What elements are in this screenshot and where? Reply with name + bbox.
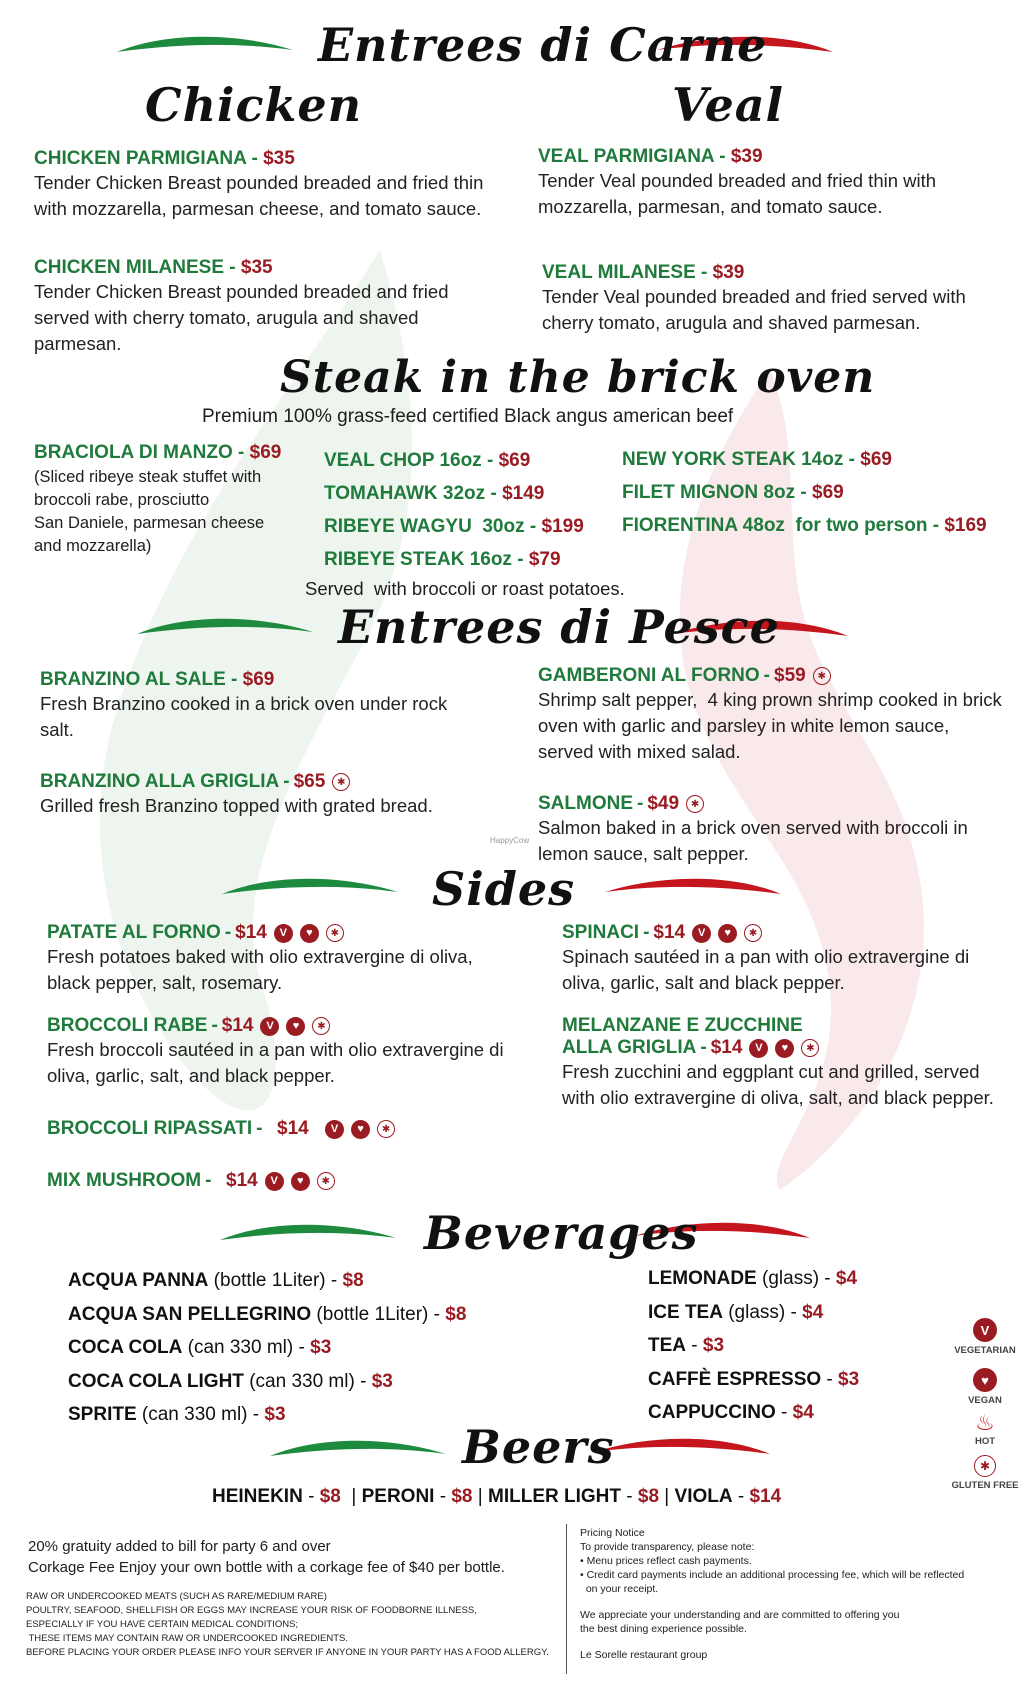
beverage-item: ACQUA SAN PELLEGRINO (bottle 1Liter) - $8 xyxy=(68,1303,467,1325)
section-title-steak: Steak in the brick oven xyxy=(280,352,876,403)
item-price: $69 xyxy=(498,450,531,471)
item-name: CHICKEN PARMIGIANA xyxy=(34,148,247,169)
item-name: TOMAHAWK 32oz xyxy=(324,483,486,504)
footer-notes xyxy=(28,1536,505,1578)
item-description: Fresh zucchini and eggplant cut and grilled, served with olio extravergine di oliva, salt, and black pepper. xyxy=(562,1061,994,1108)
beverage-item: ACQUA PANNA (bottle 1Liter) - $8 xyxy=(68,1270,364,1291)
vegetarian-icon: V xyxy=(265,1172,284,1191)
legend-label-hot: HOT xyxy=(974,1436,996,1447)
green-swoosh xyxy=(115,30,295,60)
item-price: $14 xyxy=(653,922,686,943)
steak-served-note: Served with broccoli or roast potatoes. xyxy=(305,578,625,599)
item-name: FILET MIGNON 8oz xyxy=(622,482,796,503)
menu-item: CHICKEN MILANESE - $35 Tender Chicken Breast pounded breaded and fried served with cherry tomato, arugula and shaved parmesan. xyxy=(34,257,504,357)
gluten-free-icon: ✱ xyxy=(312,1017,330,1035)
pricing-title: Pricing Notice xyxy=(580,1527,645,1539)
warning-line: POULTRY, SEAFOOD, SHELLFISH OR EGGS MAY INCREASE YOUR RISK OF FOODBORNE ILLNESS, xyxy=(26,1605,477,1616)
vegetarian-icon: V xyxy=(692,924,711,943)
footer-divider xyxy=(566,1524,567,1674)
vegan-icon: ♥ xyxy=(973,1368,997,1392)
menu-item: PATATE AL FORNO - $14 V ♥ ✱ Fresh potatoes baked with olio extravergine di oliva, black pepper, salt, rosemary. xyxy=(47,922,517,996)
item-description: Tender Chicken Breast pounded breaded and fried served with cherry tomato, arugula and shaved parmesan. xyxy=(34,281,449,354)
menu-item: BRANZINO ALLA GRIGLIA - $65 ✱ Grilled fresh Branzino topped with grated bread. xyxy=(40,771,500,819)
item-price: $69 xyxy=(249,442,282,463)
beverage-name: CAPPUCCINO xyxy=(648,1402,776,1423)
gluten-free-icon: ✱ xyxy=(332,773,350,791)
appreciation-note: We appreciate your understanding and are committed to offering you xyxy=(580,1609,900,1621)
gratuity-note: 20% gratuity added to bill for party 6 and over xyxy=(28,1538,331,1555)
watermark: HappyCow xyxy=(490,836,530,845)
item-price: $14 xyxy=(226,1170,258,1191)
beers-list: HEINEKIN - $8 | PERONI - $8 | MILLER LIGHT - $8 | VIOLA - $14 xyxy=(212,1486,782,1507)
beer-name: VIOLA xyxy=(674,1486,733,1507)
vegan-icon: ♥ xyxy=(291,1172,310,1191)
menu-item: BRACIOLA DI MANZO - $69 (Sliced ribeye steak stuffet with broccoli rabe, prosciutto San Daniele, parmesan cheese and mozzarella) xyxy=(34,442,314,558)
red-swoosh xyxy=(592,1432,772,1462)
menu-item: MIX MUSHROOM - $14 V ♥ ✱ xyxy=(47,1170,335,1192)
beverage-name: TEA xyxy=(648,1335,686,1356)
item-description-line: (Sliced ribeye steak stuffet with xyxy=(34,468,262,486)
gluten-free-icon: ✱ xyxy=(744,924,762,942)
item-price: $14 xyxy=(277,1118,309,1139)
beverage-price: $3 xyxy=(702,1335,725,1356)
foodborne-warning xyxy=(26,1590,576,1660)
menu-item: MELANZANE E ZUCCHINE ALLA GRIGLIA - $14 V ♥ ✱ Fresh zucchini and eggplant cut and grilled, served with olio extravergine di oliva, salt, and black pepper. xyxy=(562,1015,1002,1111)
beverage-item: COCA COLA LIGHT (can 330 ml) - $3 xyxy=(68,1370,393,1392)
item-price: $69 xyxy=(812,482,844,503)
green-swoosh xyxy=(135,612,315,642)
beverage-size: (can 330 ml) xyxy=(249,1370,355,1392)
legend-label-gluten-free: GLUTEN FREE xyxy=(951,1480,1019,1491)
section-title-sides: Sides xyxy=(432,862,576,916)
beer-name: HEINEKIN xyxy=(212,1486,303,1507)
vegetarian-icon: V xyxy=(749,1039,768,1058)
item-description: Fresh Branzino cooked in a brick oven under rock salt. xyxy=(40,693,448,740)
menu-item: BROCCOLI RIPASSATI - $14 V ♥ ✱ xyxy=(47,1118,395,1140)
warning-line: THESE ITEMS MAY CONTAIN RAW OR UNDERCOOKED INGREDIENTS. xyxy=(26,1633,348,1644)
item-description-line: San Daniele, parmesan cheese xyxy=(34,514,265,532)
item-name: BROCCOLI RIPASSATI xyxy=(47,1118,253,1139)
item-price: $14 xyxy=(221,1015,254,1036)
section-title-beverages: Beverages xyxy=(424,1206,699,1260)
chili-pepper-icon: ♨ xyxy=(975,1410,995,1435)
green-swoosh xyxy=(220,872,400,902)
green-swoosh xyxy=(268,1434,448,1464)
warning-line: ESPECIALLY IF YOU HAVE CERTAIN MEDICAL CONDITIONS; xyxy=(26,1619,299,1630)
corkage-note: Corkage Fee Enjoy your own bottle with a corkage fee of $40 per bottle. xyxy=(28,1559,505,1576)
item-name: BRANZINO ALLA GRIGLIA xyxy=(40,771,280,792)
restaurant-group: Le Sorelle restaurant group xyxy=(580,1649,708,1661)
steak-subtitle: Premium 100% grass-feed certified Black angus american beef xyxy=(202,406,734,427)
item-price: $35 xyxy=(240,257,273,278)
item-price: $199 xyxy=(541,516,584,537)
item-description: Salmon baked in a brick oven served with broccoli in lemon sauce, salt pepper. xyxy=(538,817,968,864)
item-description: Grilled fresh Branzino topped with grated bread. xyxy=(40,795,433,816)
menu-item: SALMONE - $49 ✱ Salmon baked in a brick oven served with broccoli in lemon sauce, salt pepper. xyxy=(538,793,1008,867)
beverage-name: COCA COLA xyxy=(68,1337,183,1358)
vegan-icon: ♥ xyxy=(351,1120,370,1139)
menu-item: BROCCOLI RABE - $14 V ♥ ✱ Fresh broccoli sautéed in a pan with olio extravergine di oliva, garlic, salt, and black pepper. xyxy=(47,1015,537,1089)
item-description-line: broccoli rabe, prosciutto xyxy=(34,491,210,509)
gluten-free-icon: ✱ xyxy=(974,1455,996,1477)
vegetarian-icon: V xyxy=(260,1017,279,1036)
beverage-price: $3 xyxy=(310,1337,332,1358)
item-description-line: and mozzarella) xyxy=(34,537,152,555)
item-description: Shrimp salt pepper, 4 king prown shrimp cooked in brick oven with garlic and parsley in white lemon sauce, served with mixed salad. xyxy=(538,689,1007,762)
legend-label-vegan: VEGAN xyxy=(968,1395,1002,1406)
gluten-free-icon: ✱ xyxy=(377,1120,395,1138)
beverage-price: $4 xyxy=(802,1301,824,1323)
item-name: SALMONE xyxy=(538,793,633,814)
pricing-intro: To provide transparency, please note: xyxy=(580,1541,755,1553)
beverage-price: $3 xyxy=(838,1368,860,1390)
gluten-free-icon: ✱ xyxy=(801,1039,819,1057)
beverage-name: SPRITE xyxy=(68,1404,137,1425)
legend-label-vegetarian: VEGETARIAN xyxy=(954,1345,1016,1356)
item-description: Fresh potatoes baked with olio extravergine di oliva, black pepper, salt, rosemary. xyxy=(47,946,473,993)
beverage-price: $3 xyxy=(264,1404,286,1425)
beverage-item: CAFFÈ ESPRESSO - $3 xyxy=(648,1368,860,1390)
beverage-name: CAFFÈ ESPRESSO xyxy=(648,1368,822,1390)
item-name-line1: MELANZANE E ZUCCHINE xyxy=(562,1015,803,1036)
green-swoosh xyxy=(218,1218,398,1248)
beverage-name: ACQUA PANNA xyxy=(68,1270,209,1291)
item-name: BRANZINO AL SALE xyxy=(40,669,226,690)
pricing-bullet: • Menu prices reflect cash payments. xyxy=(580,1555,752,1567)
veal-title: Veal xyxy=(672,78,785,132)
item-price: $65 xyxy=(293,771,326,792)
item-name: VEAL CHOP 16oz xyxy=(324,450,482,471)
item-description: Tender Chicken Breast pounded breaded and fried thin with mozzarella, parmesan cheese, and tomato sauce. xyxy=(34,172,484,219)
beverage-price: $4 xyxy=(835,1268,858,1289)
red-swoosh xyxy=(603,872,783,902)
beverage-name: LEMONADE xyxy=(648,1268,757,1289)
item-price: $39 xyxy=(730,146,763,167)
item-price: $59 xyxy=(774,665,806,686)
beverage-size: (glass) xyxy=(728,1301,786,1323)
vegan-icon: ♥ xyxy=(718,924,737,943)
vegan-icon: ♥ xyxy=(775,1039,794,1058)
item-name: CHICKEN MILANESE xyxy=(34,257,225,278)
pricing-bullet: on your receipt. xyxy=(580,1583,659,1595)
beverage-size: (bottle 1Liter) xyxy=(316,1303,429,1325)
item-price: $14 xyxy=(235,922,267,943)
beer-price: $14 xyxy=(749,1486,782,1507)
beverage-price: $4 xyxy=(792,1402,814,1423)
item-name: PATATE AL FORNO xyxy=(47,922,221,943)
item-price: $69 xyxy=(860,449,892,470)
section-title-pesce: Entrees di Pesce xyxy=(338,600,780,654)
beverage-size: (bottle 1Liter) xyxy=(213,1270,326,1291)
vegetarian-icon: V xyxy=(274,924,293,943)
beer-price: $8 xyxy=(319,1486,341,1507)
beer-price: $8 xyxy=(451,1486,473,1507)
menu-item: GAMBERONI AL FORNO - $59 ✱ Shrimp salt pepper, 4 king prown shrimp cooked in brick oven with garlic and parsley in white lemon sauce, served with mixed salad. xyxy=(538,665,1008,765)
item-name: RIBEYE STEAK 16oz xyxy=(324,549,512,570)
item-name: BROCCOLI RABE xyxy=(47,1015,208,1036)
beverage-item: COCA COLA (can 330 ml) - $3 xyxy=(68,1337,332,1358)
pricing-notice xyxy=(580,1526,1000,1662)
gluten-free-icon: ✱ xyxy=(326,924,344,942)
menu-item: BRANZINO AL SALE - $69 Fresh Branzino cooked in a brick oven under rock salt. xyxy=(40,669,480,743)
gluten-free-icon: ✱ xyxy=(317,1172,335,1190)
warning-line: BEFORE PLACING YOUR ORDER PLEASE INFO YOUR SERVER IF ANYONE IN YOUR PARTY HAS A FOOD ALLERGY. xyxy=(26,1647,549,1658)
item-price: $69 xyxy=(242,669,275,690)
item-price: $35 xyxy=(263,148,295,169)
menu-item: SPINACI - $14 V ♥ ✱ Spinach sautéed in a pan with olio extravergine di oliva, garlic, salt and black pepper. xyxy=(562,922,1002,996)
pricing-bullet: • Credit card payments include an additional processing fee, which will be reflected xyxy=(580,1569,965,1581)
item-name: MIX MUSHROOM xyxy=(47,1170,202,1191)
vegetarian-icon: V xyxy=(325,1120,344,1139)
gluten-free-icon: ✱ xyxy=(686,795,704,813)
beverages-right-list xyxy=(648,1262,859,1430)
menu-item: CHICKEN PARMIGIANA - $35 Tender Chicken Breast pounded breaded and fried thin with mozzarella, parmesan cheese, and tomato sauce. xyxy=(34,148,504,222)
item-price: $149 xyxy=(502,483,545,504)
item-name: GAMBERONI AL FORNO xyxy=(538,665,760,686)
item-description: Tender Veal pounded breaded and fried thin with mozzarella, parmesan, and tomato sauce. xyxy=(538,170,937,217)
beverage-price: $3 xyxy=(371,1370,393,1392)
beverage-item: LEMONADE (glass) - $4 xyxy=(648,1268,858,1289)
menu-item: VEAL PARMIGIANA - $39 Tender Veal pounded breaded and fried thin with mozzarella, parmesan, and tomato sauce. xyxy=(538,146,998,220)
beverage-item: SPRITE (can 330 ml) - $3 xyxy=(68,1404,286,1425)
beverage-size: (can 330 ml) xyxy=(187,1337,294,1358)
beverages-left-list xyxy=(68,1264,466,1432)
beverage-price: $8 xyxy=(342,1270,364,1291)
item-description: Tender Veal pounded breaded and fried served with cherry tomato, arugula and shaved parmesan. xyxy=(542,286,966,333)
item-price: $49 xyxy=(647,793,680,814)
item-name: BRACIOLA DI MANZO xyxy=(34,442,233,463)
beer-price: $8 xyxy=(637,1486,660,1507)
gluten-free-icon: ✱ xyxy=(813,667,831,685)
item-description: Spinach sautéed in a pan with olio extravergine di oliva, garlic, salt and black pepper. xyxy=(562,946,970,993)
beverage-name: ACQUA SAN PELLEGRINO xyxy=(68,1303,312,1325)
beverage-item: CAPPUCCINO - $4 xyxy=(648,1402,814,1423)
dietary-legend xyxy=(950,1318,1020,1491)
beverage-size: (glass) xyxy=(762,1268,820,1289)
beverage-name: COCA COLA LIGHT xyxy=(68,1370,244,1392)
menu-item: VEAL MILANESE - $39 Tender Veal pounded breaded and fried served with cherry tomato, arugula and shaved parmesan. xyxy=(542,262,1012,336)
item-price: $14 xyxy=(710,1037,743,1058)
steak-column-2: VEAL CHOP 16oz - $69 TOMAHAWK 32oz - $149 RIBEYE WAGYU 30oz - $199 RIBEYE STEAK 16oz - $79 xyxy=(324,450,584,570)
item-name: NEW YORK STEAK 14oz xyxy=(622,449,844,470)
warning-line: RAW OR UNDERCOOKED MEATS (SUCH AS RARE/MEDIUM RARE) xyxy=(26,1591,327,1602)
steak-column-3: NEW YORK STEAK 14oz - $69 FILET MIGNON 8oz - $69 FIORENTINA 48oz for two person - $169 xyxy=(622,449,987,536)
item-price: $39 xyxy=(712,262,745,283)
beverage-item: TEA - $3 xyxy=(648,1335,725,1356)
item-name: SPINACI xyxy=(562,922,640,943)
beverage-name: ICE TEA xyxy=(648,1301,723,1323)
appreciation-note: the best dining experience possible. xyxy=(580,1623,747,1635)
beer-name: PERONI xyxy=(361,1486,435,1507)
item-name: RIBEYE WAGYU 30oz xyxy=(324,516,525,537)
item-name: FIORENTINA 48oz for two person xyxy=(622,515,928,536)
item-name: VEAL PARMIGIANA xyxy=(538,146,714,167)
item-price: $79 xyxy=(528,549,561,570)
chicken-title: Chicken xyxy=(145,78,363,132)
beer-name: MILLER LIGHT xyxy=(488,1486,621,1507)
beverage-price: $8 xyxy=(445,1303,467,1325)
beverage-size: (can 330 ml) xyxy=(141,1404,248,1425)
beverage-item: ICE TEA (glass) - $4 xyxy=(648,1301,824,1323)
section-title-beers: Beers xyxy=(462,1420,615,1474)
section-title-carne: Entrees di Carne xyxy=(318,18,768,72)
item-name: ALLA GRIGLIA xyxy=(562,1037,697,1058)
vegan-icon: ♥ xyxy=(300,924,319,943)
vegan-icon: ♥ xyxy=(286,1017,305,1036)
item-name: VEAL MILANESE xyxy=(542,262,696,283)
vegetarian-icon: V xyxy=(973,1318,997,1342)
item-price: $169 xyxy=(944,515,987,536)
item-description: Fresh broccoli sautéed in a pan with olio extravergine di oliva, garlic, salt, and black pepper. xyxy=(47,1039,504,1086)
